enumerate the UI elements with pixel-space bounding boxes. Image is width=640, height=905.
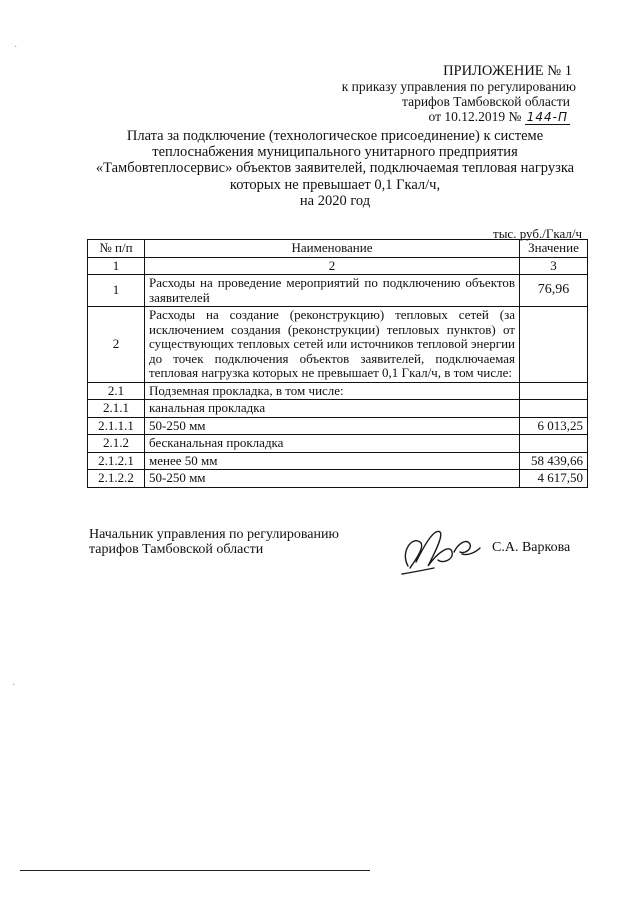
row-num: 2.1.1: [88, 400, 145, 418]
annex-order-number: 144-П: [526, 110, 568, 124]
table-row: [88, 470, 588, 488]
document-title: [70, 128, 600, 209]
table-row: [88, 435, 588, 453]
row-num: 1: [88, 275, 145, 307]
table-row: [88, 452, 588, 470]
table-row: [88, 417, 588, 435]
table-row: [88, 400, 588, 418]
position-line: тарифов Тамбовской области: [89, 542, 264, 557]
row-name: менее 50 мм: [145, 452, 520, 470]
row-name: Расходы на проведение мероприятий по подключению объектов заявителей: [145, 275, 520, 307]
row-value: 6 013,25: [520, 417, 588, 435]
header-value: Значение: [520, 240, 588, 258]
row-num: 2.1.2.1: [88, 452, 145, 470]
row-value: [520, 400, 588, 418]
row-value: 4 617,50: [520, 470, 588, 488]
col-number: 3: [520, 257, 588, 275]
row-value: 76,96: [520, 275, 588, 307]
row-value: [520, 435, 588, 453]
title-line: Плата за подключение (технологическое присоединение) к системе: [126, 128, 544, 144]
annex-date-line: [296, 109, 576, 125]
handwritten-signature: [394, 522, 484, 578]
annex-authority-line: тарифов Тамбовской области: [402, 94, 570, 109]
row-value: [520, 307, 588, 383]
annex-header: [296, 64, 576, 125]
col-number: 2: [145, 257, 520, 275]
tariff-table: [87, 239, 588, 488]
row-num: 2.1.2: [88, 435, 145, 453]
signatory-position: [89, 527, 339, 557]
title-line: на 2020 год: [299, 192, 371, 209]
row-name: канальная прокладка: [145, 400, 520, 418]
scan-artifact: ·: [14, 42, 18, 53]
title-line: «Тамбовтеплосервис» объектов заявителей, подключаемая тепловая нагрузка: [95, 160, 575, 177]
row-name: 50-250 мм: [145, 470, 520, 488]
title-line: теплоснабжения муниципального унитарного предприятия: [152, 144, 518, 161]
header-num: № п/п: [88, 240, 145, 258]
table-row: [88, 382, 588, 400]
row-name: Подземная прокладка, в том числе:: [145, 382, 520, 400]
table-row: [88, 275, 588, 307]
row-num: 2.1.2.2: [88, 470, 145, 488]
row-num: 2.1: [88, 382, 145, 400]
signatory-name: С.А. Варкова: [492, 540, 571, 555]
row-num: 2.1.1.1: [88, 417, 145, 435]
scan-artifact: ·: [12, 680, 16, 691]
annex-date: от 10.12.2019 №: [428, 109, 522, 124]
bottom-rule: [20, 870, 370, 871]
row-name: 50-250 мм: [145, 417, 520, 435]
row-num: 2: [88, 307, 145, 383]
row-value: [520, 382, 588, 400]
row-name: Расходы на создание (реконструкцию) тепловых сетей (за исключением создания (реконструкции) тепловых пунктов) от существующих тепловых сетей или источников тепловой энергии до точек подключения объектов заявителей, подключаемая тепловая нагрузка которых не превышает 0,1 Гкал/ч, в том числе:: [145, 307, 520, 383]
table-row: [88, 307, 588, 383]
row-value: 58 439,66: [520, 452, 588, 470]
row-name: бесканальная прокладка: [145, 435, 520, 453]
header-name: Наименование: [145, 240, 520, 258]
title-line: которых не превышает 0,1 Гкал/ч,: [229, 176, 441, 193]
column-numbers-row: [88, 257, 588, 275]
annex-title: ПРИЛОЖЕНИЕ № 1: [443, 63, 572, 79]
col-number: 1: [88, 257, 145, 275]
units-label: тыс. руб./Гкал/ч: [493, 226, 582, 241]
position-line: Начальник управления по регулированию: [89, 527, 339, 542]
annex-order-line: к приказу управления по регулированию: [341, 79, 576, 94]
table-header-row: [88, 240, 588, 258]
